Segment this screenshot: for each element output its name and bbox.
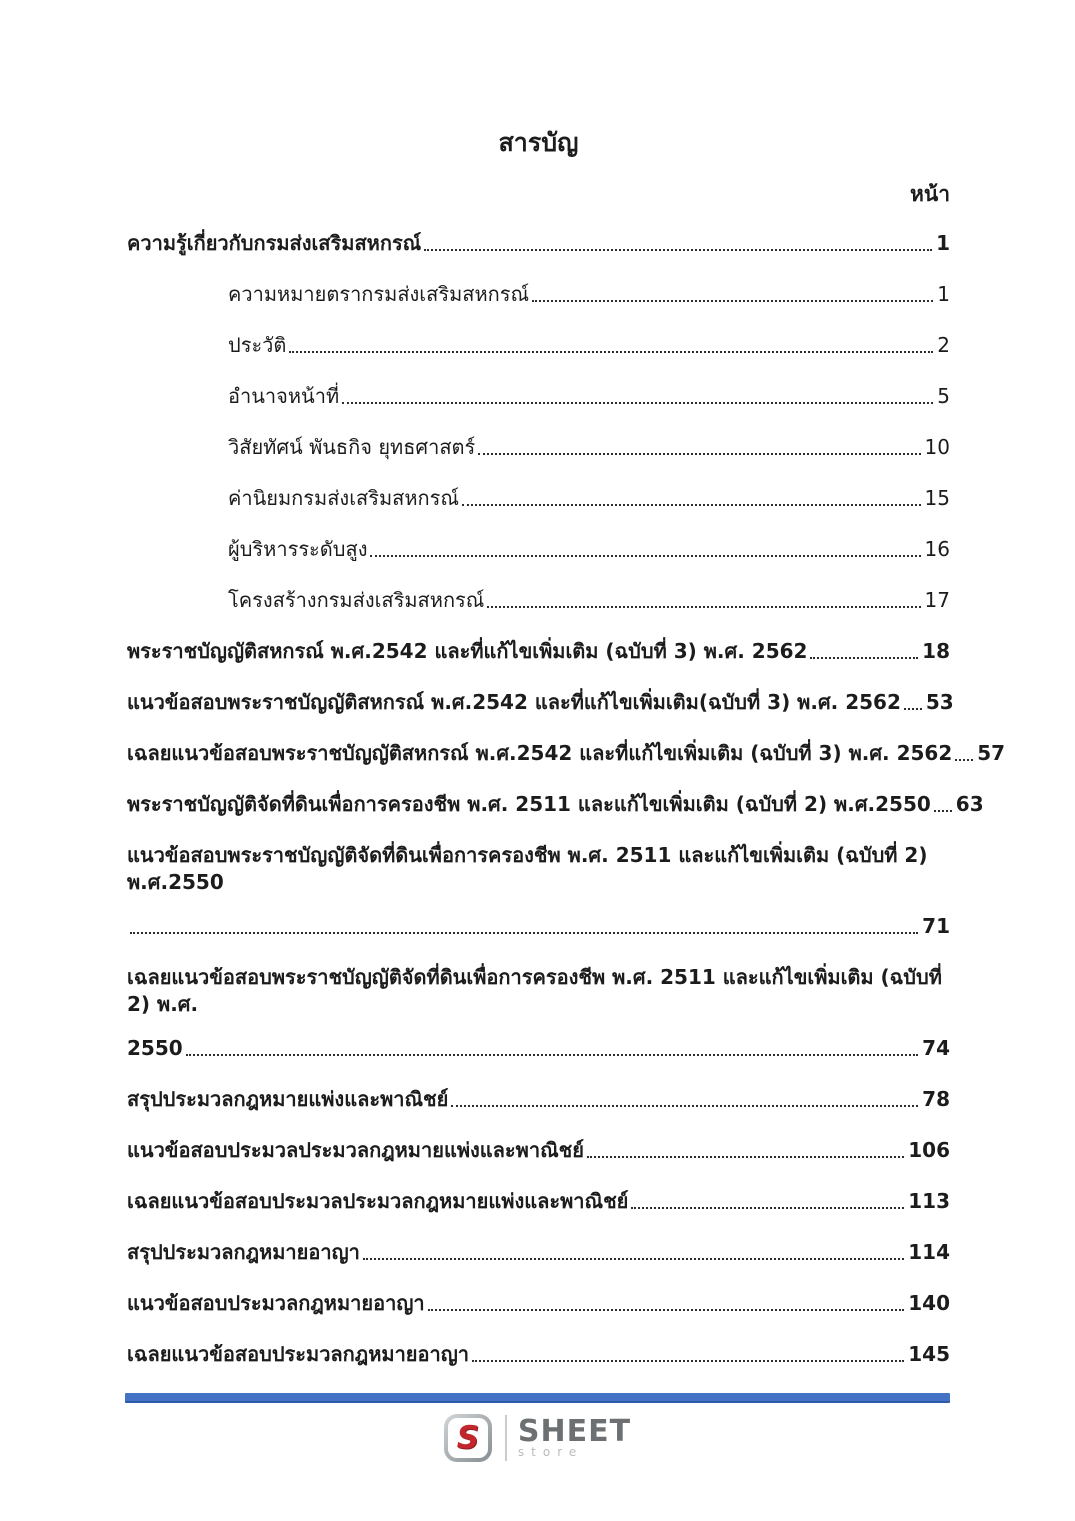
dot-leader [934, 810, 952, 812]
toc-entry-label: เฉลยแนวข้อสอบพระราชบัญญัติสหกรณ์ พ.ศ.2542 และที่แก้ไขเพิ่มเติม (ฉบับที่ 3) พ.ศ. 2562 [127, 741, 953, 765]
logo-s-icon [444, 1414, 492, 1462]
toc-entry-label: เฉลยแนวข้อสอบประมวลประมวลกฎหมายแพ่งและพาณิชย์ [127, 1189, 629, 1213]
toc-entry [127, 1188, 950, 1215]
toc-entry [127, 1290, 950, 1317]
toc-entry [127, 689, 954, 716]
toc-entry-label: พระราชบัญญัติจัดที่ดินเพื่อการครองชีพ พ.ศ. 2511 และแก้ไขเพิ่มเติม (ฉบับที่ 2) พ.ศ.2550 [127, 792, 931, 816]
toc-entry-page: 16 [924, 537, 950, 561]
toc-entry [127, 1239, 950, 1266]
toc-entry-wrapped [127, 964, 950, 1062]
toc-content [127, 0, 1006, 1392]
toc-entry [127, 1086, 950, 1113]
toc-entry-page: 2 [937, 333, 950, 357]
toc-entry [127, 638, 950, 665]
toc-entry-label: พระราชบัญญัติสหกรณ์ พ.ศ.2542 และที่แก้ไขเพิ่มเติม (ฉบับที่ 3) พ.ศ. 2562 [127, 639, 808, 663]
toc-entry-wrapped [127, 842, 950, 940]
dot-leader [462, 504, 921, 506]
toc-entry-label: ความรู้เกี่ยวกับกรมส่งเสริมสหกรณ์ [127, 231, 422, 255]
toc-entry [127, 1341, 950, 1368]
dot-leader [289, 351, 933, 353]
toc-entry [127, 740, 1006, 767]
toc-entry-label-continued: 2550 [127, 1036, 183, 1060]
toc-entry-label: สรุปประมวลกฎหมายอาญา [127, 1240, 360, 1264]
dot-leader [955, 759, 973, 761]
toc-entry-label: ค่านิยมกรมส่งเสริมสหกรณ์ [228, 486, 459, 510]
toc-entry-label: โครงสร้างกรมส่งเสริมสหกรณ์ [228, 588, 485, 612]
toc-entry-label: ความหมายตรากรมส่งเสริมสหกรณ์ [228, 282, 530, 306]
logo-sub-text: store [517, 1444, 584, 1459]
toc-entry-page: 114 [908, 1240, 950, 1264]
toc-entry-page: 57 [977, 741, 1006, 765]
toc-entry-page: 15 [924, 486, 950, 510]
footer-divider-bar [125, 1393, 950, 1403]
toc-subentry [127, 332, 950, 359]
toc-entry-label: แนวข้อสอบประมวลประมวลกฎหมายแพ่งและพาณิชย์ [127, 1138, 584, 1162]
toc-entry-page: 74 [922, 1036, 950, 1060]
dot-leader [428, 1309, 905, 1311]
toc-entry-label: แนวข้อสอบพระราชบัญญัติสหกรณ์ พ.ศ.2542 และที่แก้ไขเพิ่มเติม(ฉบับที่ 3) พ.ศ. 2562 [127, 690, 901, 714]
toc-entry-page: 113 [908, 1189, 950, 1213]
toc-entry-label: สรุปประมวลกฎหมายแพ่งและพาณิชย์ [127, 1087, 449, 1111]
dot-leader [587, 1156, 904, 1158]
dot-leader [370, 555, 920, 557]
toc-entry-page: 10 [924, 435, 950, 459]
toc-entry-page: 1 [936, 231, 950, 255]
toc-entry-label: เฉลยแนวข้อสอบประมวลกฎหมายอาญา [127, 1342, 470, 1366]
toc-entry-label: แนวข้อสอบพระราชบัญญัติจัดที่ดินเพื่อการครองชีพ พ.ศ. 2511 และแก้ไขเพิ่มเติม (ฉบับที่ 2) พ.ศ.2550 [127, 843, 928, 894]
toc-entry-page: 1 [937, 282, 950, 306]
toc-subentry [127, 536, 950, 563]
toc-entry-page: 18 [922, 639, 950, 663]
logo-s-letter: S [456, 1419, 480, 1456]
toc-subentry [127, 587, 950, 614]
toc-entry-label: อำนาจหน้าที่ [228, 384, 340, 408]
dot-leader [342, 402, 933, 404]
toc-entry-page: 17 [924, 588, 950, 612]
dot-leader [478, 453, 920, 455]
toc-entry-label: ผู้บริหารระดับสูง [228, 537, 368, 561]
sheet-store-logo [125, 1414, 950, 1462]
toc-entry-page: 140 [908, 1291, 950, 1315]
dot-leader [472, 1360, 904, 1362]
logo-vertical-divider [505, 1415, 507, 1461]
toc-entry-page: 78 [922, 1087, 950, 1111]
dot-leader [424, 249, 932, 251]
dot-leader [631, 1207, 904, 1209]
toc-entry [127, 1137, 950, 1164]
dot-leader [363, 1258, 904, 1260]
toc-entry-label: แนวข้อสอบประมวลกฎหมายอาญา [127, 1291, 425, 1315]
page-title: สารบัญ [498, 128, 579, 157]
toc-entry-label: วิสัยทัศน์ พันธกิจ ยุทธศาสตร์ [228, 435, 476, 459]
dot-leader [532, 300, 933, 302]
dot-leader [451, 1105, 918, 1107]
toc-entry-label: ประวัติ [228, 333, 287, 357]
table-of-contents [127, 230, 1006, 1368]
logo-brand-text: SHEET [517, 1413, 632, 1449]
dot-leader [904, 708, 922, 710]
toc-entry [127, 791, 984, 818]
toc-entry-page: 63 [955, 792, 984, 816]
toc-subentry [127, 485, 950, 512]
dot-leader [810, 657, 918, 659]
toc-entry-page: 145 [908, 1342, 950, 1366]
page-footer [125, 1393, 950, 1462]
toc-subentry [127, 281, 950, 308]
toc-entry-page: 5 [937, 384, 950, 408]
toc-subentry [127, 434, 950, 461]
page-column-header: หน้า [910, 182, 950, 206]
toc-entry-label: เฉลยแนวข้อสอบพระราชบัญญัติจัดที่ดินเพื่อการครองชีพ พ.ศ. 2511 และแก้ไขเพิ่มเติม (ฉบับที่ 2) พ.ศ. [127, 965, 942, 1016]
toc-entry-page: 53 [925, 690, 954, 714]
toc-entry [127, 230, 950, 257]
dot-leader [130, 932, 918, 934]
dot-leader [487, 606, 920, 608]
toc-subentry [127, 383, 950, 410]
toc-entry-page: 106 [908, 1138, 950, 1162]
dot-leader [186, 1054, 918, 1056]
toc-entry-page: 71 [922, 914, 950, 938]
